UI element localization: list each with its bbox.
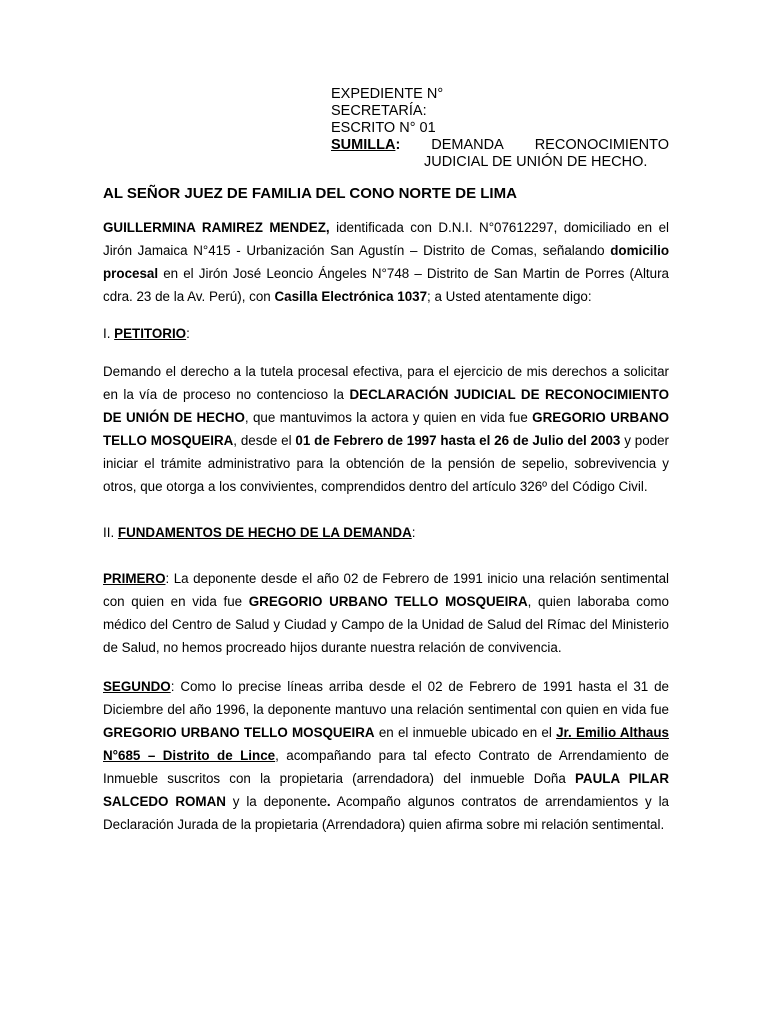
primero-text-1: : La deponente desde el año 02 de Febrero de 1991 inicio una relación sentimental con quien en vida fue bbox=[103, 571, 669, 609]
escrito-line: ESCRITO N° 01 bbox=[331, 120, 436, 136]
segundo-bold-period: . bbox=[326, 794, 331, 809]
petitorio-bold-1: DECLARACIÓN JUDICIAL DE RECONOCIMIENTO DE UNIÓN DE HECHO bbox=[103, 387, 669, 425]
sumilla-continuation: JUDICIAL DE UNIÓN DE HECHO. bbox=[424, 154, 648, 170]
expediente-line: EXPEDIENTE N° bbox=[331, 86, 444, 102]
section-colon: : bbox=[186, 326, 190, 341]
petitorio-text-4: y poder iniciar el trámite administrativo para la obtención de la pensión de sepelio, sobrevivencia y otros, que otorga a los convivientes, comprendidos dentro del artículo 326º del Código Civil. bbox=[103, 433, 669, 494]
segundo-text-1: : Como lo precise líneas arriba desde el 02 de Febrero de 1991 hasta el 31 de Diciembre del año 1996, la deponente mantuvo una relación sentimental con quien en vida fue bbox=[103, 679, 669, 717]
segundo-paragraph bbox=[103, 675, 669, 836]
petitorio-text-3: , desde el bbox=[233, 433, 296, 448]
sumilla-word-reconocimiento: RECONOCIMIENTO bbox=[534, 137, 669, 153]
section-title-text: FUNDAMENTOS DE HECHO DE LA DEMANDA bbox=[117, 525, 412, 540]
intro-text-3: ; a Usted atentamente digo: bbox=[427, 289, 592, 304]
primero-bold-1: GREGORIO URBANO TELLO MOSQUEIRA bbox=[248, 594, 528, 609]
document-body bbox=[103, 216, 669, 836]
petitorio-text-1: Demando el derecho a la tutela procesal efectiva, para el ejercicio de mis derechos a solicitar en la vía de proceso no contencioso la bbox=[103, 364, 669, 402]
intro-text-2: en el Jirón José Leoncio Ángeles N°748 – Distrito de San Martin de Porres (Altura cdra. 23 de la Av. Perú), con bbox=[103, 266, 669, 304]
secretaria-line: SECRETARÍA: bbox=[331, 103, 427, 119]
section-petitorio-title bbox=[103, 322, 669, 345]
petitorio-bold-3: 01 de Febrero de 1997 hasta el 26 de Julio del 2003 bbox=[295, 433, 621, 448]
segundo-bold-1: GREGORIO URBANO TELLO MOSQUEIRA bbox=[103, 725, 375, 740]
petitioner-name: GUILLERMINA RAMIREZ MENDEZ, bbox=[103, 220, 330, 235]
sumilla-line bbox=[331, 137, 669, 154]
segundo-text-4: y la deponente bbox=[225, 794, 327, 809]
petitorio-paragraph bbox=[103, 360, 669, 498]
sumilla-label: SUMILLA bbox=[331, 137, 396, 153]
segundo-address: Jr. Emilio Althaus N°685 – Distrito de Lince bbox=[103, 725, 669, 763]
intro-paragraph bbox=[103, 216, 669, 308]
casilla-electronica: Casilla Electrónica 1037 bbox=[274, 289, 428, 304]
primero-label: PRIMERO bbox=[103, 571, 166, 586]
petitorio-bold-2: GREGORIO URBANO TELLO MOSQUEIRA bbox=[103, 410, 669, 448]
segundo-label: SEGUNDO bbox=[103, 679, 171, 694]
sumilla-word-demanda: DEMANDA bbox=[431, 137, 504, 153]
sumilla-colon: : bbox=[395, 137, 401, 153]
segundo-bold-3: PAULA PILAR SALCEDO ROMAN bbox=[103, 771, 669, 809]
segundo-text-3: , acompañando para tal efecto Contrato de Arrendamiento de Inmueble suscritos con la propietaria (arrendadora) del inmueble Doña bbox=[103, 748, 669, 786]
domicilio-procesal-label: domicilio procesal bbox=[103, 243, 669, 281]
sumilla-label-group bbox=[331, 137, 400, 154]
primero-paragraph bbox=[103, 567, 669, 659]
intro-text-1: identificada con D.N.I. N°07612297, domiciliado en el Jirón Jamaica N°415 - Urbanización San Agustín – Distrito de Comas, señalando bbox=[103, 220, 669, 258]
primero-text-2: , quien laboraba como médico del Centro de Salud y Ciudad y Campo de la Unidad de Salud del Rímac del Ministerio de Salud, no hemos procreado hijos durante nuestra relación de convivencia. bbox=[103, 594, 669, 655]
section-number: I. bbox=[103, 326, 115, 341]
section-number: II. bbox=[103, 525, 118, 540]
section-title-text: PETITORIO bbox=[114, 326, 187, 341]
section-fundamentos-title bbox=[103, 521, 669, 544]
segundo-text-2: en el inmueble ubicado en el bbox=[374, 725, 557, 740]
section-colon: : bbox=[411, 525, 416, 540]
addressee-heading: AL SEÑOR JUEZ DE FAMILIA DEL CONO NORTE DE LIMA bbox=[103, 185, 517, 202]
petitorio-text-2: , que mantuvimos la actora y quien en vida fue bbox=[244, 410, 533, 425]
case-header bbox=[331, 86, 669, 171]
segundo-text-5: Acompaño algunos contratos de arrendamientos y la Declaración Jurada de la propietaria (Arrendadora) quien afirma sobre mi relación sentimental. bbox=[103, 794, 669, 832]
